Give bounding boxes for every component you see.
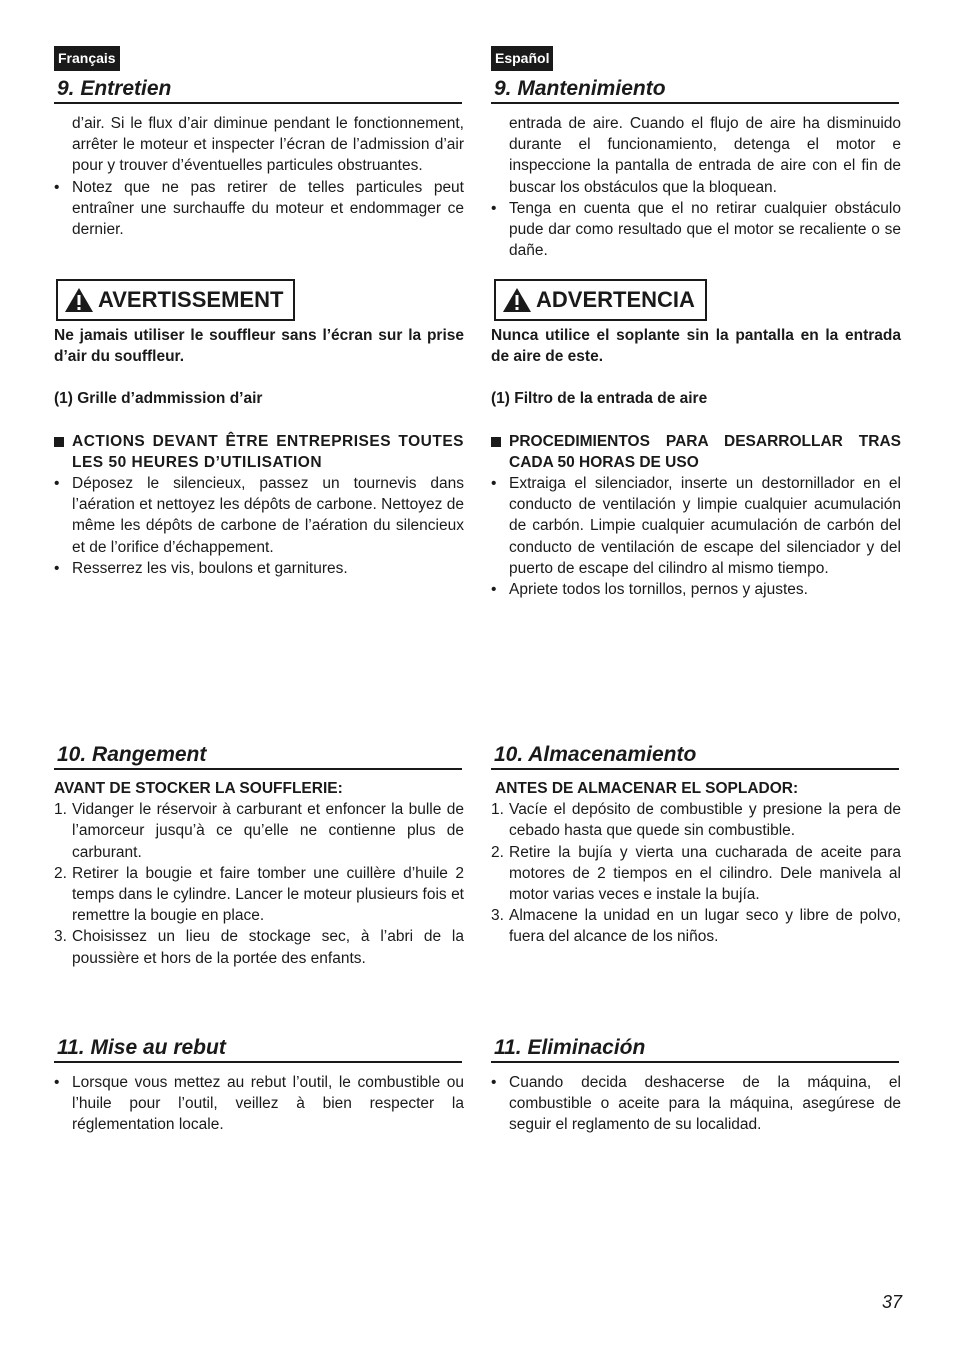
entretien-body <box>54 113 464 240</box>
almacenamiento-body <box>491 778 901 948</box>
entretien-continuation: d’air. Si le flux d’air diminue pendant le fonctionnement, arrêter le moteur et inspecter l’écran de l’admission d’air pour y trouver d’éventuelles particules obstruantes. <box>72 115 464 175</box>
warning-text-fr: Ne jamais utiliser le souffleur sans l’écran sur la prise d’air du souffleur. <box>54 327 464 366</box>
action-item-2-fr: • Resserrez les vis, boulons et garnitures. <box>54 558 464 579</box>
section-title-mantenimiento: 9. Mantenimiento <box>491 76 899 104</box>
almacenamiento-step-2: 2. Retire la bujía y vierta una cucharada de aceite para motores de 2 tiempos en el cilindro. Dele manivela al motor varias veces e instale la bujía. <box>491 843 901 904</box>
warning-content-es <box>491 325 901 600</box>
mise-au-rebut-body <box>54 1072 464 1136</box>
square-bullet-icon <box>491 437 501 447</box>
mantenimiento-body <box>491 113 901 261</box>
rangement-step-3: 3. Choisissez un lieu de stockage sec, à l’abri de la poussière et hors de la portée des enfants. <box>54 928 464 967</box>
eliminacion-bullet: • Cuando decida deshacerse de la máquina, el combustible o aceite para la máquina, asegúrese de seguir el reglamento de su localidad. <box>491 1072 901 1136</box>
warning-triangle-icon <box>64 287 94 313</box>
almacenamiento-subhead: ANTES DE ALMACENAR EL SOPLADOR: <box>495 780 799 797</box>
warning-label-fr: AVERTISSEMENT <box>98 287 284 312</box>
section-title-entretien: 9. Entretien <box>54 76 462 104</box>
warning-triangle-icon <box>502 287 532 313</box>
square-bullet-icon <box>54 437 64 447</box>
actions-heading-es: PROCEDIMIENTOS PARA DESARROLLAR TRAS CADA 50 HORAS DE USO <box>491 431 901 473</box>
warning-label-es: ADVERTENCIA <box>536 287 695 312</box>
language-tag-es: Español <box>491 46 553 71</box>
page-number: 37 <box>881 1292 902 1312</box>
section-title-rangement: 10. Rangement <box>54 742 462 770</box>
warning-content-fr <box>54 325 464 579</box>
rangement-step-2: 2. Retirer la bougie et faire tomber une cuillère d’huile 2 temps dans le cylindre. Lancer le moteur plusieurs fois et remettre la bougie en place. <box>54 864 464 925</box>
warning-box-fr <box>56 279 295 321</box>
section-title-eliminacion: 11. Eliminación <box>491 1035 899 1063</box>
mise-au-rebut-bullet: • Lorsque vous mettez au rebut l’outil, le combustible ou l’huile pour l’outil, veillez à bien respecter la réglementation locale. <box>54 1072 464 1136</box>
almacenamiento-step-3: 3. Almacene la unidad en un lugar seco y libre de polvo, fuera del alcance de los niños. <box>491 907 901 946</box>
almacenamiento-step-1: 1. Vacíe el depósito de combustible y presione la pera de cebado hasta que quede sin combustible. <box>491 801 901 840</box>
rangement-step-1: 1. Vidanger le réservoir à carburant et enfoncer la bulle de l’amorceur jusqu’à ce qu’elle ne contienne plus de carburant. <box>54 801 464 861</box>
rangement-subhead: AVANT DE STOCKER LA SOUFFLERIE: <box>54 780 343 797</box>
action-item-2-es: • Apriete todos los tornillos, pernos y ajustes. <box>491 579 901 600</box>
mantenimiento-continuation: entrada de aire. Cuando el flujo de aire ha disminuido durante el funcionamiento, detenga el motor e inspeccione la pantalla de entrada de aire con el fin de buscar los obstáculos que la bloquean. <box>509 115 901 196</box>
entretien-bullet: • Notez que ne pas retirer de telles particules peut entraîner une surchauffe du moteur et endommager ce dernier. <box>54 177 464 241</box>
action-item-1-es: • Extraiga el silenciador, inserte un destornillador en el conducto de ventilación y limpie cualquier acumulación de carbón. Limpie cualquier acumulación de carbón del conducto de ventilación de escape del silenciador y del puerto de escape del cilindro al mismo tiempo. <box>491 473 901 579</box>
section-title-mise-au-rebut: 11. Mise au rebut <box>54 1035 462 1063</box>
rangement-body <box>54 778 464 969</box>
mantenimiento-bullet: • Tenga en cuenta que el no retirar cualquier obstáculo pude dar como resultado que el motor se recaliente o se dañe. <box>491 198 901 262</box>
figure-caption-fr: (1) Grille d’admmission d’air <box>54 390 263 408</box>
eliminacion-body <box>491 1072 901 1136</box>
figure-caption-es: (1) Filtro de la entrada de aire <box>491 390 708 408</box>
warning-box-es <box>494 279 707 321</box>
action-item-1-fr: • Déposez le silencieux, passez un tournevis dans l’aération et nettoyez les dépôts de carbone. Nettoyez de même les dépôts de carbone de l’aération du silencieux et de l’orifice d’échappement. <box>54 473 464 558</box>
section-title-almacenamiento: 10. Almacenamiento <box>491 742 899 770</box>
actions-heading-fr: ACTIONS DEVANT ÊTRE ENTREPRISES TOUTES LES 50 HEURES D’UTILISATION <box>54 431 464 473</box>
warning-text-es: Nunca utilice el soplante sin la pantalla en la entrada de aire de este. <box>491 327 901 366</box>
language-tag-fr: Français <box>54 46 120 71</box>
